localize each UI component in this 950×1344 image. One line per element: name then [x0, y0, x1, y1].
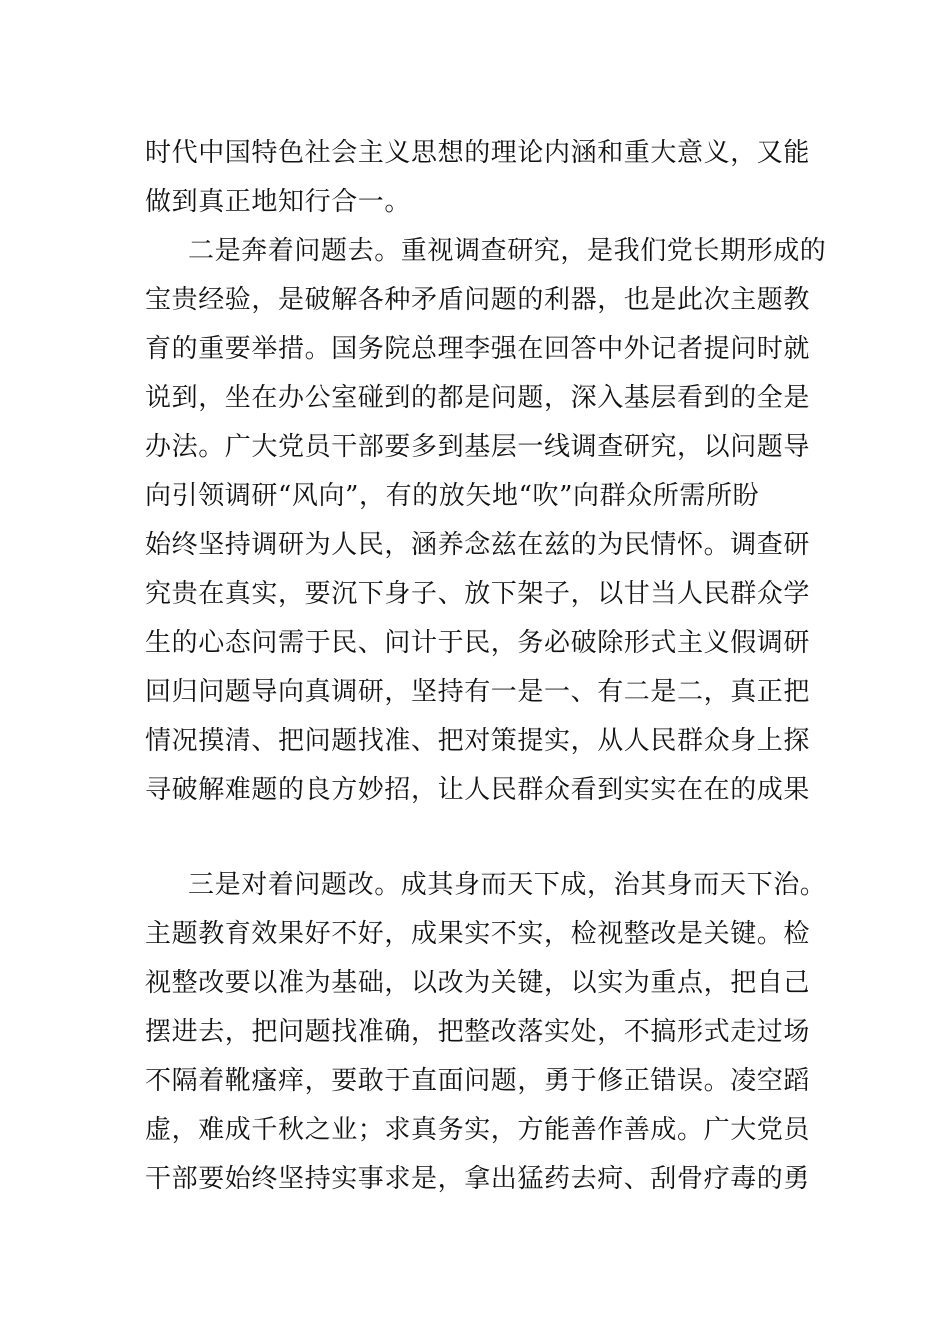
text-line: 干部要始终坚持实事求是，拿出猛药去疴、刮骨疗毒的勇: [145, 1164, 811, 1194]
text-line: 育的重要举措。国务院总理李强在回答中外记者提问时就: [145, 334, 811, 364]
paragraph-3-first-line: 三是对着问题改。成其身而天下成，治其身而天下治。: [188, 870, 827, 900]
text-line: 究贵在真实，要沉下身子、放下架子，以甘当人民群众学: [145, 579, 811, 609]
text-line: 寻破解难题的良方妙招，让人民群众看到实实在在的成果: [145, 775, 811, 805]
text-line: 情况摸清、把问题找准、把对策提实，从人民群众身上探: [145, 726, 811, 756]
text-line: 虚，难成千秋之业；求真务实，方能善作善成。广大党员: [145, 1115, 811, 1145]
text-line: 始终坚持调研为人民，涵养念兹在兹的为民情怀。调查研: [145, 530, 811, 560]
paragraph-2-first-line: 二是奔着问题去。重视调查研究，是我们党长期形成的: [188, 236, 827, 266]
text-line: 做到真正地知行合一。: [145, 187, 412, 217]
text-line: 向引领调研“风向”，有的放矢地“吹”向群众所需所盼: [145, 481, 760, 511]
text-line: 主题教育效果好不好，成果实不实，检视整改是关键。检: [145, 919, 811, 949]
text-line: 办法。广大党员干部要多到基层一线调查研究，以问题导: [145, 432, 811, 462]
text-line: 说到，坐在办公室碰到的都是问题，深入基层看到的全是: [145, 383, 811, 413]
text-line: 宝贵经验，是破解各种矛盾问题的利器，也是此次主题教: [145, 285, 811, 315]
text-line: 时代中国特色社会主义思想的理论内涵和重大意义，又能: [145, 138, 811, 168]
text-line: 摆进去，把问题找准确，把整改落实处，不搞形式走过场: [145, 1017, 811, 1047]
text-line: 生的心态问需于民、问计于民，务必破除形式主义假调研: [145, 628, 811, 658]
text-line: 回归问题导向真调研，坚持有一是一、有二是二，真正把: [145, 677, 811, 707]
text-line: 不隔着靴瘙痒，要敢于直面问题，勇于修正错误。凌空蹈: [145, 1066, 811, 1096]
text-line: 视整改要以准为基础，以改为关键，以实为重点，把自己: [145, 968, 811, 998]
